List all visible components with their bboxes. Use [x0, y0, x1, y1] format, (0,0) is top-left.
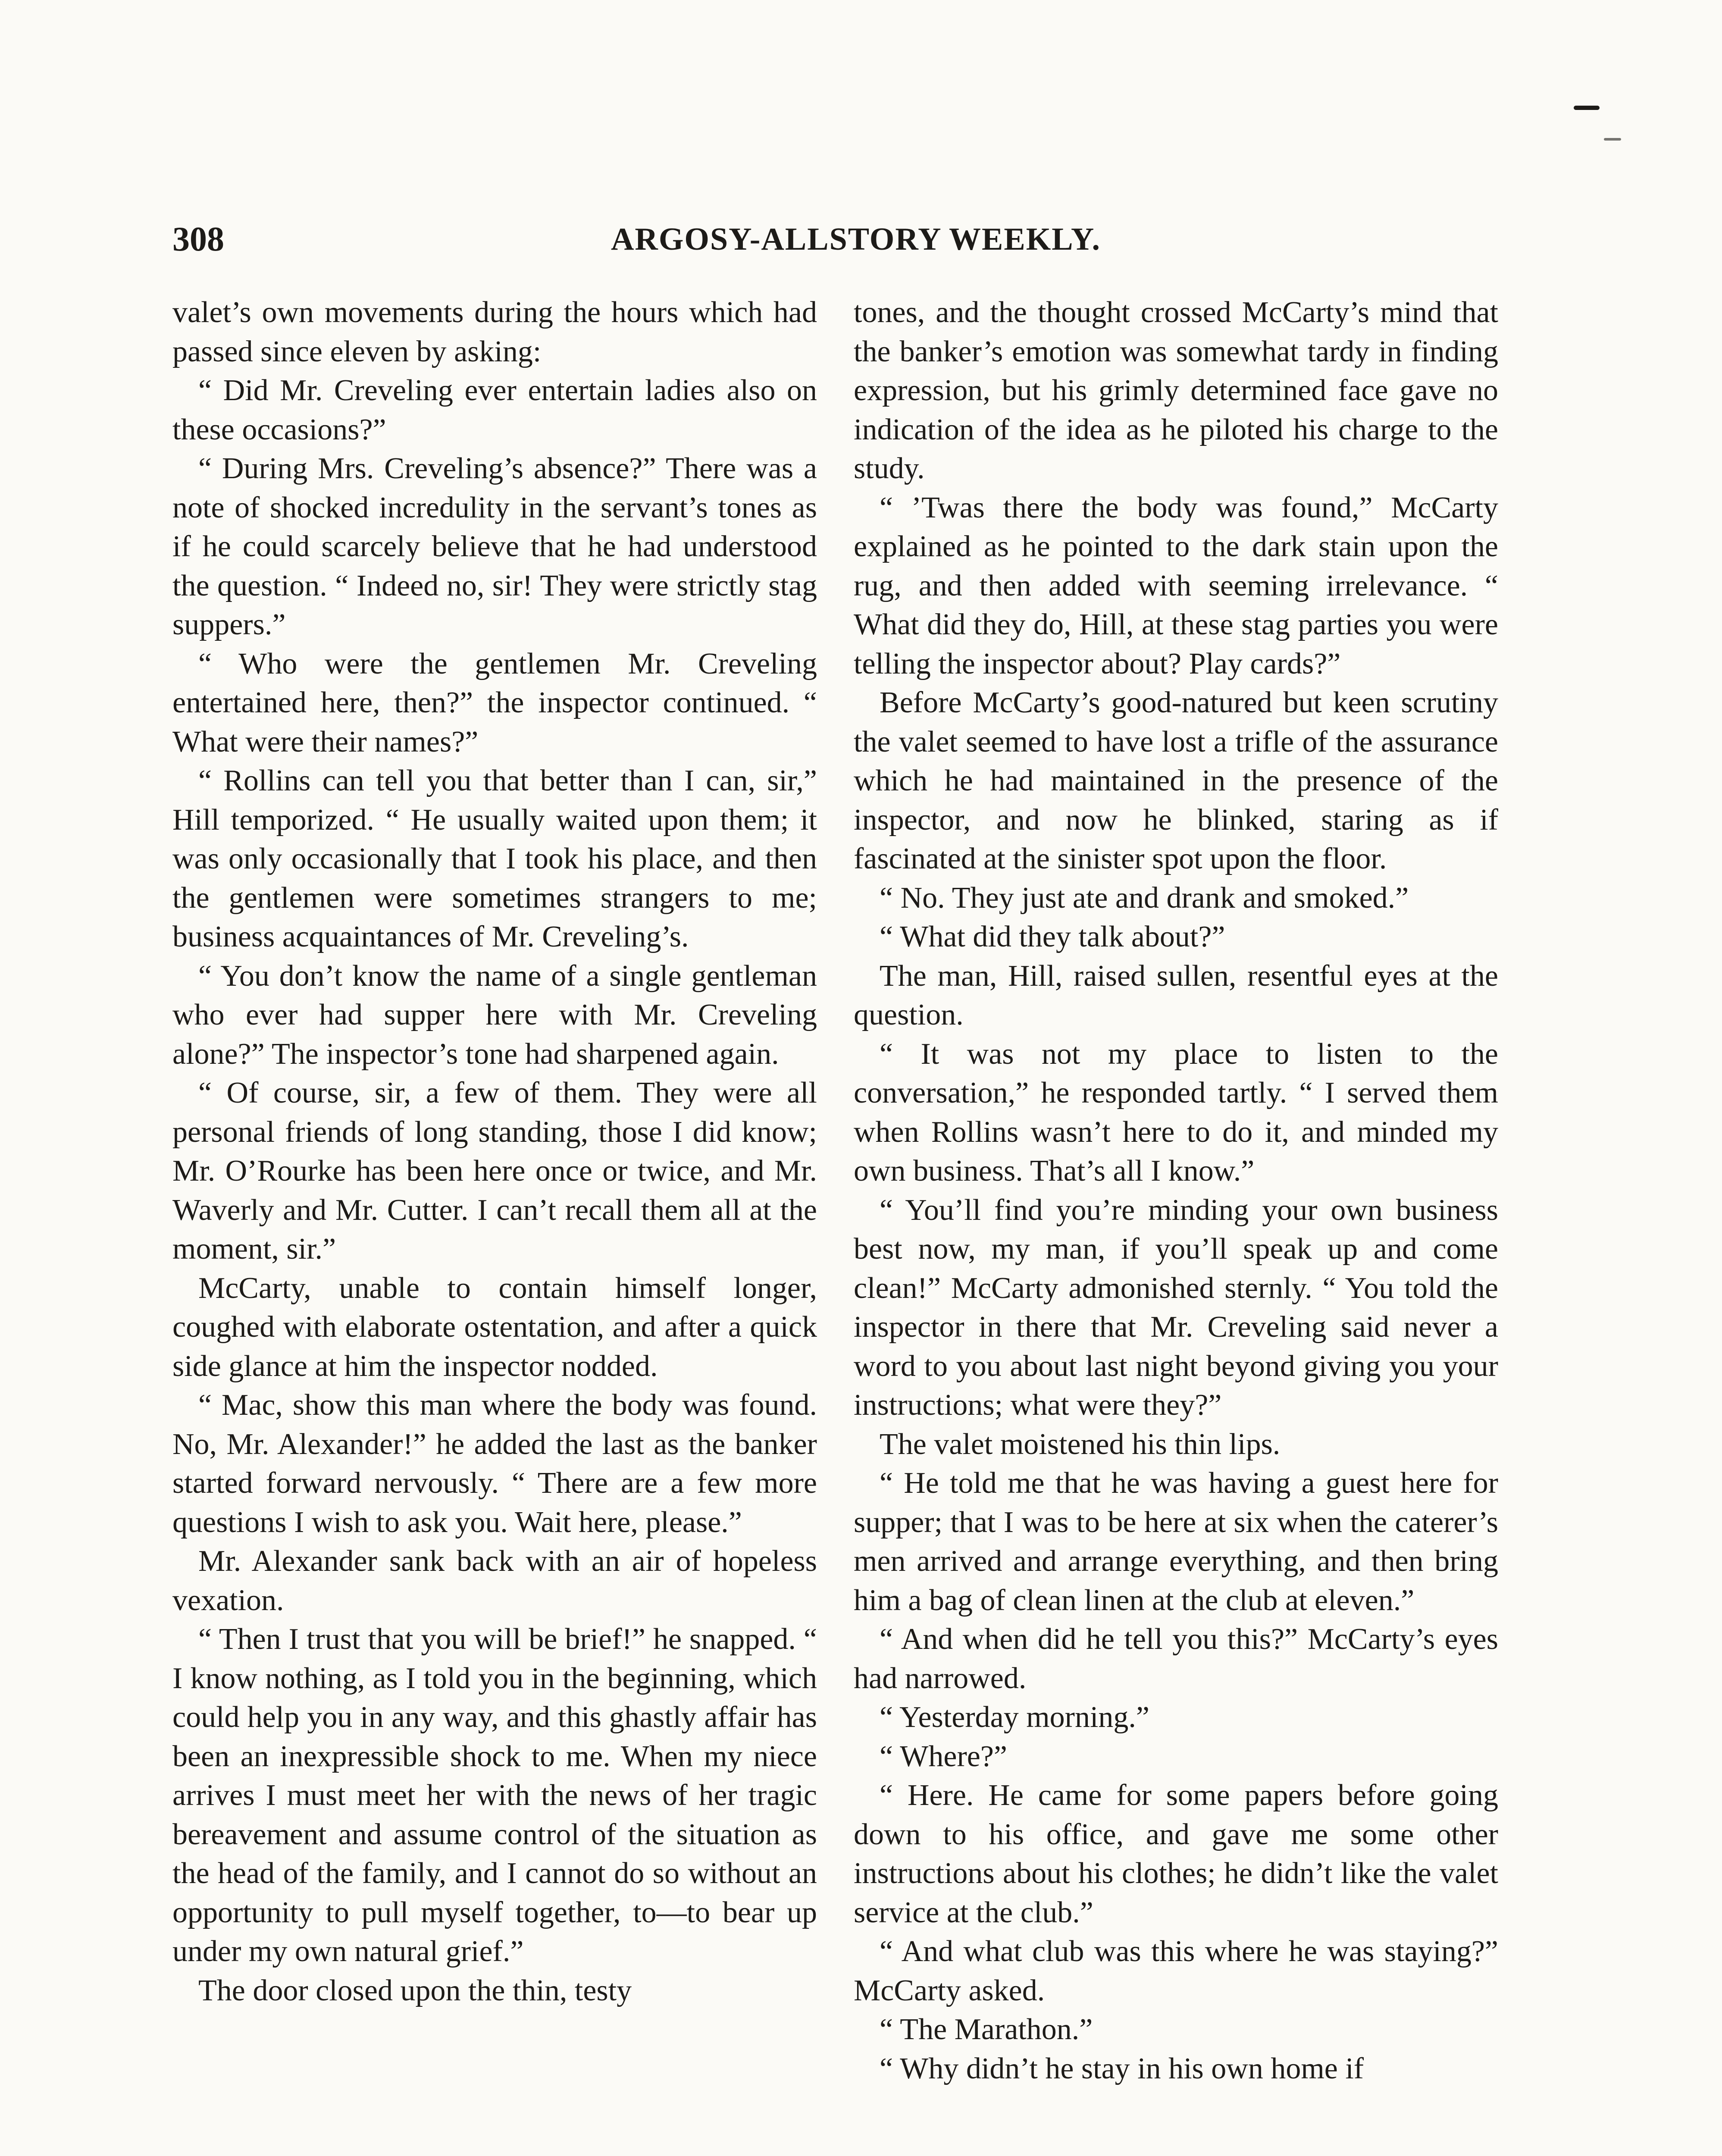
paragraph: “ You don’t know the name of a single gentleman who ever had supper here with Mr. Creveling alone?” The inspector’s tone had sharpened again. — [172, 959, 817, 1071]
paragraph: “ And what club was this where he was staying?” McCarty asked. — [854, 1935, 1498, 2007]
left-column — [172, 293, 817, 2010]
paragraph: “ Of course, sir, a few of them. They were all personal friends of long standing, those I did know; Mr. O’Rourke has been here once or twice, and Mr. Waverly and Mr. Cutter. I can’t recall them all at the moment, sir.” — [172, 1076, 817, 1266]
paragraph: Before McCarty’s good-natured but keen scrutiny the valet seemed to have lost a trifle of the assurance which he had maintained in the presence of the inspector, and now he blinked, staring as if fascinated at the sinister spot upon the floor. — [854, 686, 1498, 875]
paragraph: The man, Hill, raised sullen, resentful eyes at the question. — [854, 959, 1498, 1031]
paragraph: “ The Marathon.” — [880, 2013, 1093, 2046]
paragraph: “ Then I trust that you will be brief!” he snapped. “ I know nothing, as I told you in the beginning, which could help you in any way, and this ghastly affair has been an inexpressible shock to me. When my niece arrives I must meet her with the news of her tragic bereavement and assume control of the situation as the head of the family, and I cannot do so without an opportunity to pull myself together, to—to bear up under my own natural grief.” — [172, 1623, 817, 1968]
paragraph: “ Rollins can tell you that better than I can, sir,” Hill temporized. “ He usually waited upon them; it was only occasionally that I took his place, and then the gentlemen were sometimes strangers to me; business acquaintances of Mr. Creveling’s. — [172, 764, 817, 953]
paragraph: “ And when did he tell you this?” McCarty’s eyes had narrowed. — [854, 1623, 1498, 1695]
running-title: ARGOSY-ALLSTORY WEEKLY. — [611, 222, 1101, 257]
scan-smudge — [1574, 106, 1600, 110]
paragraph: “ It was not my place to listen to the conversation,” he responded tartly. “ I served them when Rollins wasn’t here to do it, and minded my own business. That’s all I know.” — [854, 1037, 1498, 1188]
paragraph: “ No. They just ate and drank and smoked.” — [880, 881, 1409, 915]
paragraph: “ Mac, show this man where the body was found. No, Mr. Alexander!” he added the last as the banker started forward nervously. “ There are a few more questions I wish to ask you. Wait here, please.” — [172, 1388, 817, 1539]
page-header — [172, 216, 1539, 263]
paragraph: “ Who were the gentlemen Mr. Creveling entertained here, then?” the inspector continued. “ What were their names?” — [172, 647, 817, 758]
paragraph: The door closed upon the thin, testy — [198, 1974, 632, 2007]
paragraph: “ You’ll find you’re minding your own business best now, my man, if you’ll speak up and come clean!” McCarty admonished sternly. “ You told the inspector in there that Mr. Creveling said never a word to you about last night beyond giving you your instructions; what were they?” — [854, 1193, 1498, 1422]
paragraph: “ Where?” — [880, 1739, 1007, 1773]
paragraph: “ Why didn’t he stay in his own home if — [880, 2052, 1364, 2085]
paragraph: “ What did they talk about?” — [880, 920, 1225, 953]
paragraph: The valet moistened his thin lips. — [880, 1427, 1281, 1461]
page-number: 308 — [172, 220, 224, 258]
paragraph: valet’s own movements during the hours which had passed since eleven by asking: — [172, 296, 817, 368]
scan-smudge — [1604, 138, 1621, 141]
paragraph: “ He told me that he was having a guest here for supper; that I was to be here at six when the caterer’s men arrived and arrange everything, and then bring him a bag of clean linen at the club at eleven.” — [854, 1467, 1498, 1617]
paragraph: Mr. Alexander sank back with an air of hopeless vexation. — [172, 1545, 817, 1617]
right-column — [854, 293, 1498, 2088]
paragraph: “ During Mrs. Creveling’s absence?” There was a note of shocked incredulity in the servant’s tones as if he could scarcely believe that he had understood the question. “ Indeed no, sir! They were strictly stag suppers.” — [172, 452, 817, 641]
paragraph: McCarty, unable to contain himself longer, coughed with elaborate ostentation, and after a quick side glance at him the inspector nodded. — [172, 1271, 817, 1383]
paragraph: tones, and the thought crossed McCarty’s mind that the banker’s emotion was somewhat tardy in finding expression, but his grimly determined face gave no indication of the idea as he piloted his charge to the study. — [854, 296, 1498, 485]
paragraph: “ ’Twas there the body was found,” McCarty explained as he pointed to the dark stain upon the rug, and then added with seeming irrelevance. “ What did they do, Hill, at these stag parties you were telling the inspector about? Play cards?” — [854, 491, 1498, 680]
paragraph: “ Here. He came for some papers before going down to his office, and gave me some other instructions about his clothes; he didn’t like the valet service at the club.” — [854, 1779, 1498, 1929]
paragraph: “ Did Mr. Creveling ever entertain ladies also on these occasions?” — [172, 374, 817, 446]
paragraph: “ Yesterday morning.” — [880, 1701, 1150, 1734]
